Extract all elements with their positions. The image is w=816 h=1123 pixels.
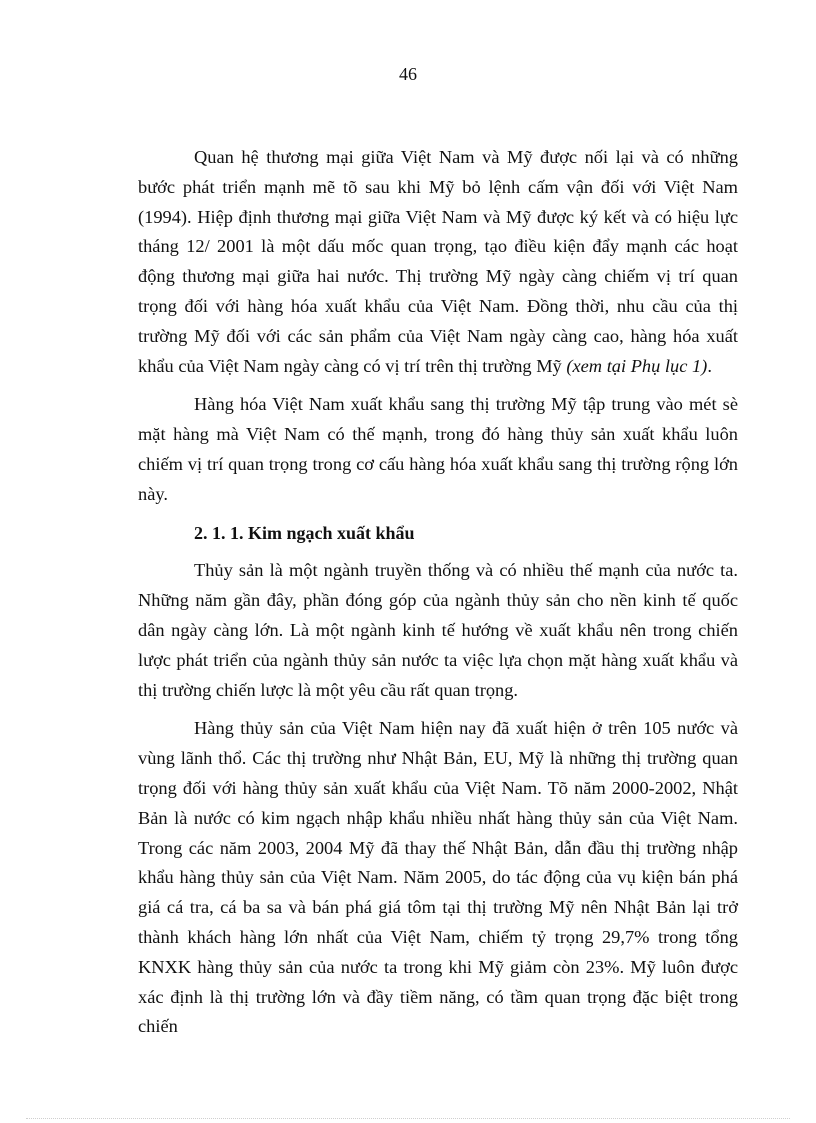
paragraph-export-goods: Hàng hóa Việt Nam xuất khẩu sang thị trường Mỹ tập trung vào mét sè mặt hàng mà Việt Nam có thế mạnh, trong đó hàng thủy sản xuất khẩu luôn chiếm vị trí quan trọng trong cơ cấu hàng hóa xuất khẩu sang thị trường rộng lớn này. xyxy=(138,394,738,504)
paragraph-text: Quan hệ thương mại giữa Việt Nam và Mỹ được nối lại và có những bước phát triển mạnh mẽ tõ sau khi Mỹ bỏ lệnh cấm vận đối với Việt Nam (1994). Hiệp định thương mại giữa Việt Nam và Mỹ được ký kết và có hiệu lực tháng 12/ 2001 là một dấu mốc quan trọng, tạo điều kiện đẩy mạnh các hoạt động thương mại giữa hai nước. Thị trường Mỹ ngày càng chiếm vị trí quan trọng đối với hàng hóa xuất khẩu của Việt Nam. Đồng thời, nhu cầu của thị trường Mỹ đối với các sản phẩm của Việt Nam ngày càng cao, hàng hóa xuất khẩu của Việt Nam ngày càng có vị trí trên thị trường Mỹ xyxy=(138,147,738,376)
body-text xyxy=(138,143,738,1051)
page-bottom-divider xyxy=(26,1118,790,1119)
section-heading: 2. 1. 1. Kim ngạch xuất khẩu xyxy=(194,522,415,543)
paragraph-tail: . xyxy=(707,355,712,376)
appendix-reference: (xem tại Phụ lục 1) xyxy=(566,355,708,376)
paragraph-export-markets: Hàng thủy sản của Việt Nam hiện nay đã xuất hiện ở trên 105 nước và vùng lãnh thổ. Các thị trường như Nhật Bản, EU, Mỹ là những thị trường quan trọng đối với hàng thủy sản xuất khẩu của Việt Nam. Tõ năm 2000-2002, Nhật Bản là nước có kim ngạch nhập khẩu nhiều nhất hàng thủy sản của Việt Nam. Trong các năm 2003, 2004 Mỹ đã thay thế Nhật Bản, dẫn đầu thị trường nhập khẩu hàng thủy sản của Việt Nam. Năm 2005, do tác động của vụ kiện bán phá giá cá tra, cá ba sa và bán phá giá tôm tại thị trường Mỹ nên Nhật Bản lại trở thành khách hàng lớn nhất của Việt Nam, chiếm tỷ trọng 29,7% trong tổng KNXK hàng thủy sản của nước ta trong khi Mỹ giảm còn 23%. Mỹ luôn được xác định là thị trường lớn và đầy tiềm năng, có tầm quan trọng đặc biệt trong chiến xyxy=(138,718,738,1037)
paragraph-fisheries-sector: Thủy sản là một ngành truyền thống và có nhiều thế mạnh của nước ta. Những năm gần đây, phần đóng góp của ngành thủy sản cho nền kinh tế quốc dân ngày càng lớn. Là một ngành kinh tế hướng về xuất khẩu nên trong chiến lược phát triển của ngành thủy sản nước ta việc lựa chọn mặt hàng xuất khẩu và thị trường chiến lược là một yêu cầu rất quan trọng. xyxy=(138,560,738,700)
paragraph-trade-relations xyxy=(138,143,738,381)
page-number: 46 xyxy=(399,64,417,84)
